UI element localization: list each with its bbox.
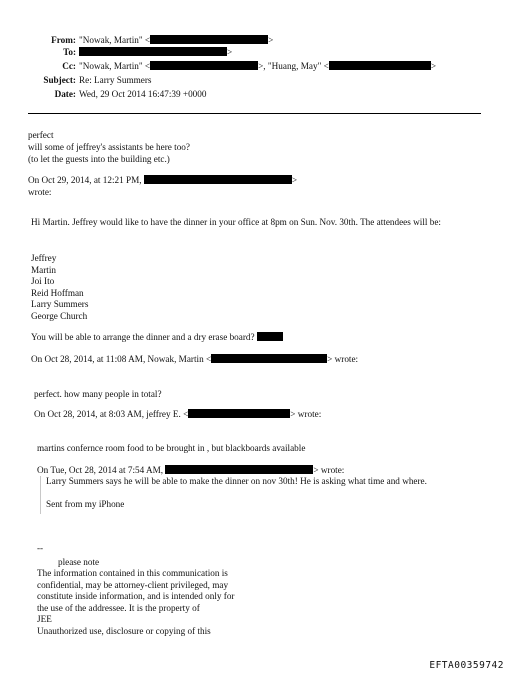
date-label: Date: bbox=[54, 89, 76, 99]
redaction bbox=[150, 35, 268, 44]
attribution-line bbox=[37, 465, 344, 477]
message-body: perfect. how many people in total? bbox=[34, 389, 162, 399]
reply-line: perfect bbox=[28, 130, 54, 140]
cc-sep: >, "Huang, May" < bbox=[258, 61, 329, 71]
gt: > bbox=[430, 61, 436, 71]
attribution-text: On Oct 28, 2014, at 8:03 AM, jeffrey E. < bbox=[34, 409, 189, 419]
question-text: You will be able to arrange the dinner and a dry erase board? bbox=[31, 332, 255, 342]
header-to bbox=[0, 47, 232, 59]
redaction bbox=[165, 465, 313, 474]
attendee: Larry Summers bbox=[31, 299, 89, 309]
cc-label: Cc: bbox=[62, 61, 76, 71]
redaction bbox=[211, 354, 327, 363]
reply-line: (to let the guests into the building etc.) bbox=[28, 154, 170, 164]
attribution-text: On Oct 28, 2014, at 11:08 AM, Nowak, Martin < bbox=[31, 354, 212, 364]
attribution-text: On Tue, Oct 28, 2014 at 7:54 AM, bbox=[37, 465, 164, 475]
subject-label: Subject: bbox=[43, 75, 76, 85]
gt: > bbox=[268, 35, 274, 45]
attribution-suffix: > wrote: bbox=[313, 465, 345, 475]
attendee: Jeffrey bbox=[31, 253, 57, 263]
reply-line: will some of jeffrey's assistants be here too? bbox=[28, 142, 190, 152]
header-from bbox=[0, 35, 273, 47]
attribution-line bbox=[28, 175, 297, 187]
gt: > bbox=[227, 47, 233, 57]
header-divider bbox=[28, 113, 481, 114]
header-cc bbox=[0, 61, 436, 73]
attribution-line bbox=[31, 354, 358, 366]
attendee: Martin bbox=[31, 264, 57, 275]
attribution-text: On Oct 29, 2014, at 12:21 PM, bbox=[28, 175, 142, 185]
attendee: George Church bbox=[31, 310, 88, 321]
to-label: To: bbox=[63, 47, 76, 57]
message-body: Hi Martin. Jeffrey would like to have the dinner in your office at 8pm on Sun. Nov. 30th. The attendees will be: bbox=[31, 217, 441, 227]
disclaimer-line: Unauthorized use, disclosure or copying of this bbox=[37, 625, 211, 636]
quote-bar bbox=[40, 476, 41, 514]
subject-value: Re: Larry Summers bbox=[79, 75, 152, 85]
attribution-suffix: > bbox=[291, 175, 298, 185]
signature: Sent from my iPhone bbox=[46, 499, 125, 509]
attribution-suffix: > wrote: bbox=[290, 409, 322, 419]
attendee: Joi Ito bbox=[31, 276, 55, 286]
footer-note: please note bbox=[58, 557, 100, 567]
from-label: From: bbox=[51, 35, 76, 45]
redaction bbox=[257, 332, 283, 341]
disclaimer-line: confidential, may be attorney-client privileged, may bbox=[37, 579, 229, 590]
attendee: Reid Hoffman bbox=[31, 287, 84, 298]
message-body: Larry Summers says he will be able to make the dinner on nov 30th! He is asking what time and where. bbox=[46, 476, 427, 486]
redaction bbox=[144, 175, 292, 184]
attendee-list bbox=[31, 253, 88, 322]
bates-number: EFTA00359742 bbox=[429, 660, 504, 671]
date-value: Wed, 29 Oct 2014 16:47:39 +0000 bbox=[79, 89, 207, 99]
redaction bbox=[188, 409, 290, 418]
attribution-suffix: > wrote: bbox=[327, 354, 359, 364]
disclaimer-line: The information contained in this communication is bbox=[37, 568, 228, 578]
disclaimer-line: constitute inside information, and is intended only for bbox=[37, 591, 235, 601]
redaction bbox=[79, 47, 227, 56]
message-body: martins confernce room food to be brought in , but blackboards available bbox=[37, 443, 306, 453]
attribution-wrote: wrote: bbox=[28, 187, 52, 197]
disclaimer-line: JEE bbox=[37, 614, 52, 624]
redaction bbox=[150, 61, 258, 70]
attribution-line bbox=[34, 409, 321, 421]
from-name: "Nowak, Martin" < bbox=[79, 35, 151, 45]
footer-dashes: -- bbox=[37, 543, 44, 553]
message-question bbox=[31, 332, 283, 344]
redaction bbox=[329, 61, 431, 70]
header-date bbox=[0, 89, 206, 101]
disclaimer-line: the use of the addressee. It is the property of bbox=[37, 602, 200, 613]
cc-name1: "Nowak, Martin" < bbox=[79, 61, 151, 71]
header-subject bbox=[0, 75, 151, 87]
disclaimer bbox=[37, 568, 235, 637]
